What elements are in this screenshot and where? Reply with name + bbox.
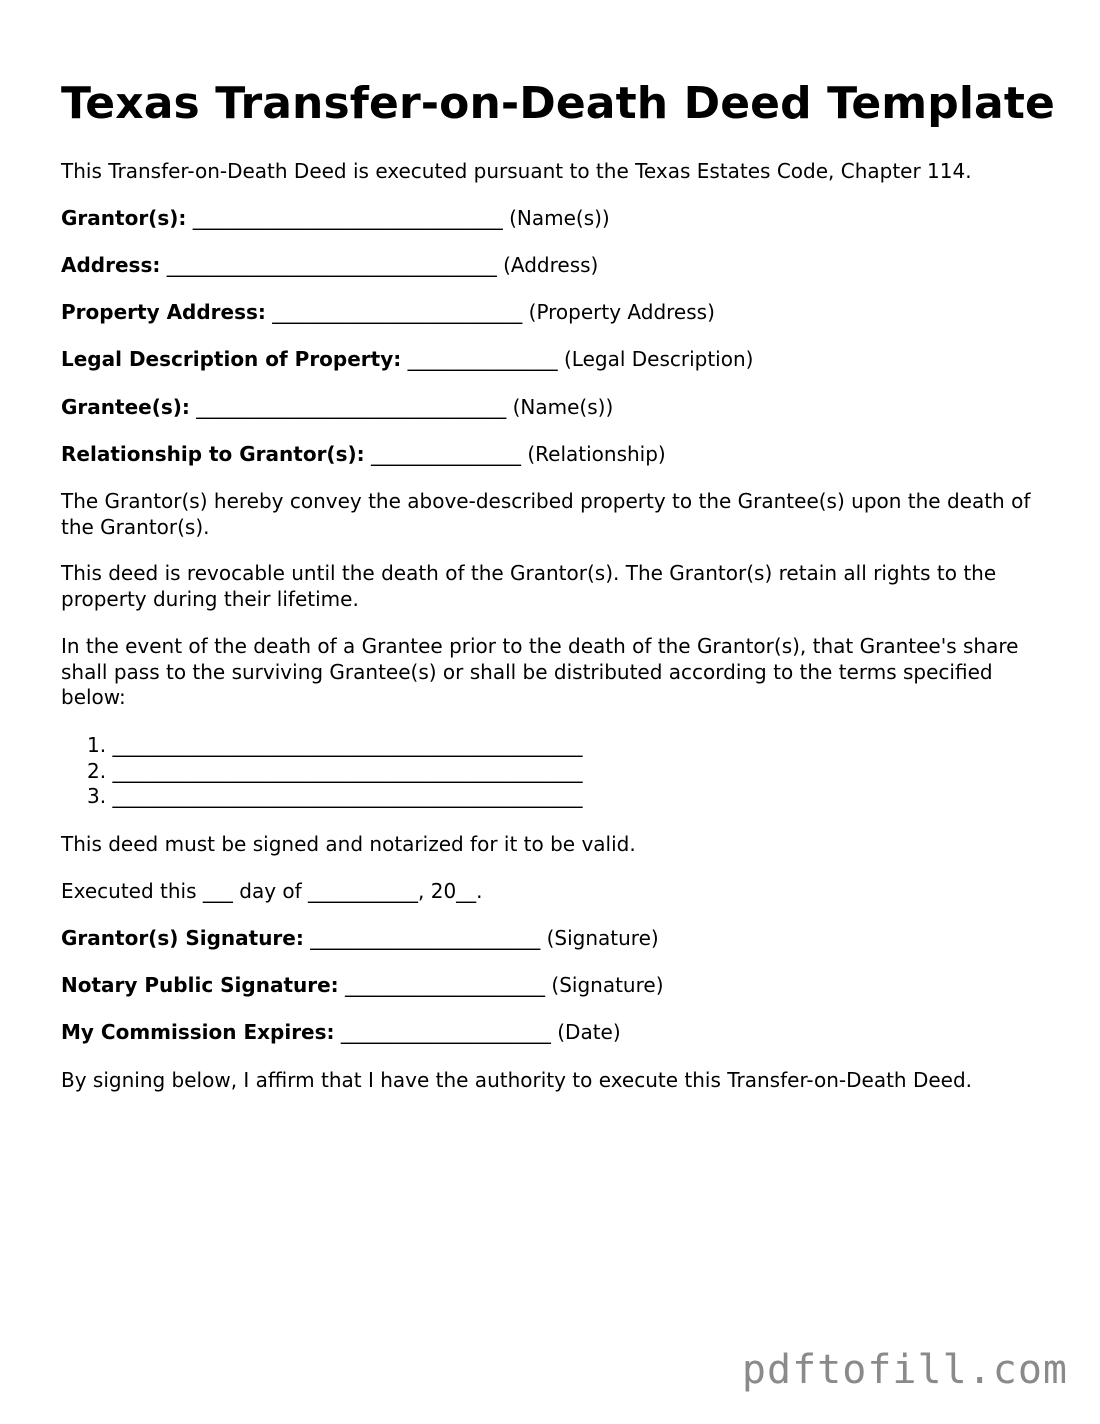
field-label: Grantor(s): <box>61 206 187 230</box>
field-label: Grantor(s) Signature: <box>61 926 304 950</box>
notarize-text: This deed must be signed and notarized for it to be valid. <box>61 832 636 856</box>
field-hint: (Relationship) <box>527 442 666 466</box>
field-hint: (Address) <box>503 253 599 277</box>
field-hint: (Date) <box>557 1020 621 1044</box>
field-label: Notary Public Signature: <box>61 973 339 997</box>
field-grantees <box>61 395 613 420</box>
blank-line: _______________ <box>407 347 558 371</box>
field-label: My Commission Expires: <box>61 1020 335 1044</box>
field-legal-description <box>61 347 753 372</box>
field-hint: (Property Address) <box>528 300 715 324</box>
watermark: pdftofill.com <box>741 1347 1068 1393</box>
blank-line: ____________________ <box>345 973 546 997</box>
field-property-address <box>61 300 715 325</box>
blank-line: _______________________ <box>310 926 541 950</box>
blank-line: _________________________________ <box>166 253 497 277</box>
field-grantors <box>61 206 610 231</box>
blank-line: _______________________________ <box>196 395 507 419</box>
field-label: Address: <box>61 253 161 277</box>
convey-paragraph: The Grantor(s) hereby convey the above-described property to the Grantee(s) upon the death of the Grantor(s). <box>61 489 1031 539</box>
field-hint: (Name(s)) <box>509 206 610 230</box>
field-address <box>61 253 598 278</box>
blank-line: _____________________ <box>340 1020 551 1044</box>
grantor-signature-line <box>61 926 659 951</box>
executed-line: Executed this ___ day of ___________, 20__. <box>61 879 483 903</box>
event-paragraph: In the event of the death of a Grantee prior to the death of the Grantor(s), that Grantee's share shall pass to the surviving Grantee(s) or shall be distributed according to the terms specified below: <box>61 634 1019 709</box>
blank-line: _______________ <box>370 442 521 466</box>
intro-text: This Transfer-on-Death Deed is executed pursuant to the Texas Estates Code, Chapter 114. <box>61 159 972 183</box>
list-item: 3. _______________________________________________ <box>87 784 583 808</box>
document-title: Texas Transfer-on-Death Deed Template <box>61 78 1055 129</box>
list-item: 2. _______________________________________________ <box>87 758 583 783</box>
field-relationship <box>61 442 666 467</box>
field-label: Relationship to Grantor(s): <box>61 442 365 466</box>
field-hint: (Signature) <box>546 926 659 950</box>
revocable-paragraph: This deed is revocable until the death of the Grantor(s). The Grantor(s) retain all rights to the property during their lifetime. <box>61 561 997 611</box>
blank-line: _________________________ <box>272 300 523 324</box>
notary-signature-line <box>61 973 664 998</box>
blank-line: _______________________________ <box>192 206 503 230</box>
field-hint: (Signature) <box>551 973 664 997</box>
field-hint: (Legal Description) <box>563 347 754 371</box>
terms-list <box>87 733 582 810</box>
field-label: Property Address: <box>61 300 266 324</box>
commission-expires-line <box>61 1020 621 1045</box>
field-label: Legal Description of Property: <box>61 347 402 371</box>
field-hint: (Name(s)) <box>512 395 614 419</box>
affirm-text: By signing below, I affirm that I have the authority to execute this Transfer-on-Death Deed. <box>61 1068 973 1092</box>
field-label: Grantee(s): <box>61 395 190 419</box>
list-item: 1. _______________________________________________ <box>87 733 583 757</box>
